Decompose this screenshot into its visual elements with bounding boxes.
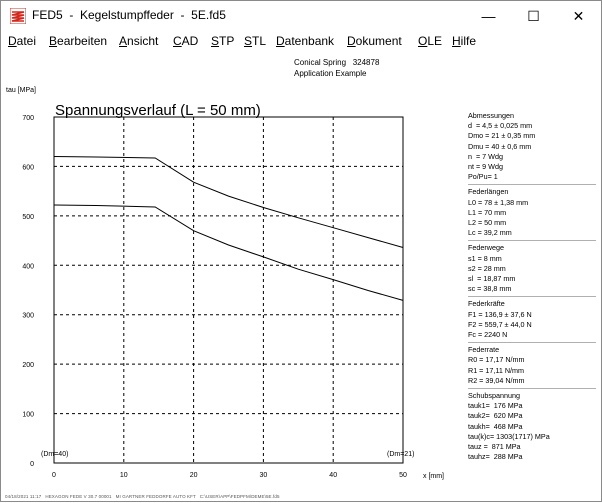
y-tick-label: 500: [22, 213, 34, 221]
window-title: FED5 - Kegelstumpffeder - 5E.fd5: [32, 8, 226, 22]
close-icon: ✕: [572, 7, 585, 24]
stress-chart: [1, 83, 461, 503]
header-line1: Conical Spring 324878: [294, 58, 380, 67]
section-value: F2 = 559,7 ± 44,0 N: [468, 319, 532, 329]
section-value: L0 = 78 ± 1,38 mm: [468, 197, 529, 207]
y-tick-label: 300: [22, 312, 34, 320]
section-divider: [468, 296, 596, 297]
annotation-right: (Dm=21): [387, 451, 415, 458]
section-value: F1 = 136,9 ± 37,6 N: [468, 309, 532, 319]
menu-dokument[interactable]: Dokument: [347, 34, 402, 48]
section-value: s2 = 28 mm: [468, 263, 506, 273]
section-value: tau(k)c= 1303(1717) MPa: [468, 431, 550, 441]
section-value: d = 4,5 ± 0,025 mm: [468, 121, 533, 131]
minimize-icon: —: [481, 8, 496, 24]
footer-info: 04/18/2021 11:17 HEXAGON FEDE V 30.7 00001 MI GARTNER FEDDORFE AUTO KFT C:\USER\APP\FEDPFM\DEME\5E.fd5: [5, 494, 280, 499]
y-tick-label: 100: [22, 411, 34, 419]
section-value: R1 = 17,11 N/mm: [468, 365, 524, 375]
x-tick-label: 50: [399, 472, 407, 479]
section-value: Po/Pu= 1: [468, 172, 498, 182]
y-tick-label: 200: [22, 362, 34, 370]
y-axis-label: tau [MPa]: [6, 87, 36, 94]
series-line-1: [54, 157, 403, 248]
y-tick-label: 0: [30, 461, 34, 468]
section-title: Federlängen: [468, 187, 509, 197]
minimize-button[interactable]: [466, 1, 511, 31]
x-tick-label: 30: [259, 472, 268, 479]
annotation-left: (Dm=40): [41, 451, 69, 458]
title-bar[interactable]: [1, 1, 601, 31]
section-value: tauhz= 288 MPa: [468, 452, 523, 462]
chart-title: Spannungsverlauf (L = 50 mm): [55, 102, 261, 119]
y-tick-label: 400: [22, 263, 34, 271]
section-divider: [468, 342, 596, 343]
header-line2: Application Example: [294, 69, 367, 78]
section-value: sl = 18,87 mm: [468, 274, 516, 284]
section-value: Dmo = 21 ± 0,35 mm: [468, 131, 536, 141]
section-value: sc = 38,8 mm: [468, 284, 512, 294]
section-value: s1 = 8 mm: [468, 253, 502, 263]
section-value: nt = 9 Wdg: [468, 162, 503, 172]
menu-datenbank[interactable]: Datenbank: [276, 34, 335, 48]
section-value: Dmu = 40 ± 0,6 mm: [468, 141, 532, 151]
document-view: [1, 53, 601, 501]
section-value: tauk1= 176 MPa: [468, 401, 523, 411]
menu-datei[interactable]: Datei: [8, 34, 37, 48]
section-value: taukh= 468 MPa: [468, 421, 523, 431]
x-tick-label: 40: [329, 472, 338, 479]
series-line-2: [54, 205, 403, 300]
maximize-icon: ☐: [527, 7, 540, 24]
menu-stp[interactable]: STP: [211, 34, 235, 48]
menu-stl[interactable]: STL: [244, 34, 267, 48]
section-value: Fc = 2240 N: [468, 330, 508, 340]
fed-app-icon[interactable]: [10, 8, 26, 24]
menu-bar: [1, 31, 601, 53]
x-tick-label: 0: [52, 472, 56, 479]
y-tick-label: 600: [22, 164, 34, 172]
section-value: tauk2= 620 MPa: [468, 411, 523, 421]
close-button[interactable]: [556, 1, 601, 31]
section-divider: [468, 240, 596, 241]
x-axis-label: x [mm]: [423, 473, 444, 480]
menu-cad[interactable]: CAD: [173, 34, 199, 48]
section-title: Abmessungen: [468, 111, 514, 120]
plot-frame: [54, 117, 403, 463]
section-title: Federrate: [468, 345, 500, 355]
menu-bearbeiten[interactable]: Bearbeiten: [49, 34, 108, 48]
menu-hilfe[interactable]: Hilfe: [452, 34, 477, 48]
section-value: Lc = 39,2 mm: [468, 228, 512, 238]
section-divider: [468, 388, 596, 389]
section-value: R0 = 17,17 N/mm: [468, 355, 525, 365]
menu-ole[interactable]: OLE: [418, 34, 443, 48]
results-sidebar: [468, 109, 600, 463]
section-divider: [468, 184, 596, 185]
section-title: Federwege: [468, 243, 504, 253]
section-value: L2 = 50 mm: [468, 218, 507, 228]
menu-ansicht[interactable]: Ansicht: [119, 34, 159, 48]
section-value: n = 7 Wdg: [468, 151, 503, 161]
x-tick-label: 20: [189, 472, 198, 479]
x-tick-label: 10: [119, 472, 128, 479]
y-tick-label: 700: [22, 115, 34, 122]
maximize-button[interactable]: [511, 1, 556, 31]
section-title: Schubspannung: [468, 391, 520, 401]
section-value: L1 = 70 mm: [468, 207, 507, 217]
section-title: Federkräfte: [468, 299, 505, 309]
section-value: R2 = 39,04 N/mm: [468, 375, 525, 385]
section-value: tauz = 871 MPa: [468, 442, 521, 452]
